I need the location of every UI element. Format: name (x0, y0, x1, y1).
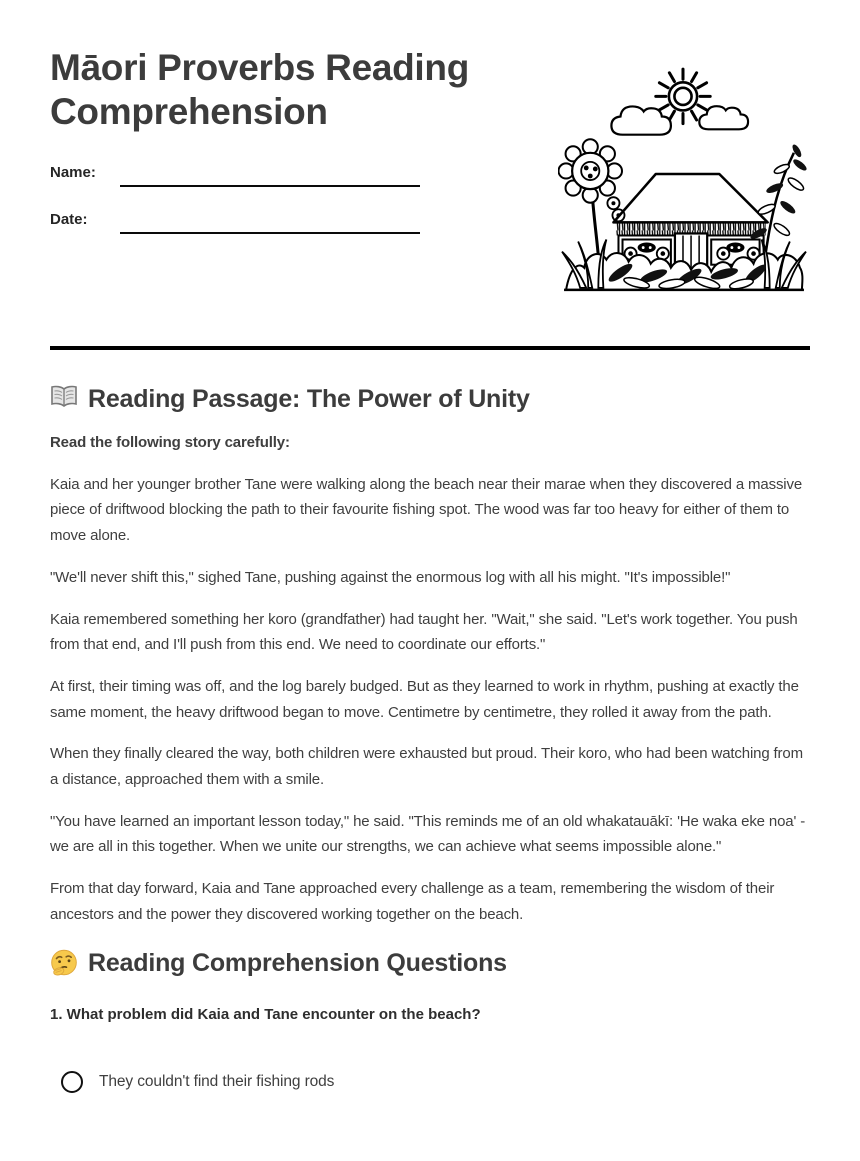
page-title: Māori Proverbs Reading Comprehension (50, 47, 470, 132)
name-blank-line[interactable] (120, 161, 420, 187)
passage-heading (50, 384, 810, 414)
date-blank-line[interactable] (120, 208, 420, 234)
marae-illustration (558, 60, 810, 292)
open-book-icon (50, 385, 78, 413)
wharenui-roof (613, 174, 767, 222)
radio-button[interactable] (61, 1071, 83, 1093)
questions-heading (50, 948, 810, 978)
passage-paragraph: "We'll never shift this," sighed Tane, pushing against the enormous log with all his might. "It's impossible!" (50, 568, 731, 586)
date-label: Date: (50, 211, 88, 228)
passage-paragraph: Kaia remembered something her koro (grandfather) had taught her. "Wait," she said. "Let's work together. You push from that end, and I'll push from this end. We need to coordinate our efforts." (50, 610, 798, 654)
flower (559, 139, 625, 255)
thinking-face-icon (50, 949, 78, 977)
passage-paragraph: Kaia and her younger brother Tane were walking along the beach near their marae when they discovered a massive piece of driftwood blocking the path to their favourite fishing spot. The wood was far too heavy for either of them to move alone. (50, 475, 803, 545)
question-1-text: 1. What problem did Kaia and Tane encounter on the beach? (50, 1005, 481, 1023)
passage-instruction: Read the following story carefully: (50, 434, 290, 451)
cloud-icon (611, 106, 670, 134)
passage-paragraph: When they finally cleared the way, both children were exhausted but proud. Their koro, who had been watching from a distance, approached them with a smile. (50, 745, 803, 789)
reading-passage-section (50, 384, 810, 928)
questions-heading-text: Reading Comprehension Questions (88, 948, 507, 977)
option-label: They couldn't find their fishing rods (99, 1072, 335, 1090)
passage-paragraph: From that day forward, Kaia and Tane approached every challenge as a team, remembering the wisdom of their ancestors and the power they discovered working together on the beach. (50, 880, 775, 923)
passage-paragraph: At first, their timing was off, and the log barely budged. But as they learned to work in rhythm, pushing at exactly the same moment, the heavy driftwood began to move. Centimetre by centimetre, they rolled it away from the path. (50, 677, 799, 721)
section-divider (50, 346, 810, 350)
fern-frond (749, 143, 808, 253)
name-label: Name: (50, 164, 96, 181)
questions-section (50, 948, 810, 1093)
question-1-option-1[interactable] (50, 1071, 810, 1093)
marae-line-art (558, 60, 810, 292)
passage-paragraph: "You have learned an important lesson today," he said. "This reminds me of an old whakatauākī: 'He waka eke noa' - we are all in this together. When we unite our strengths, we can achieve what seems impossible alone." (50, 812, 806, 856)
passage-heading-text: Reading Passage: The Power of Unity (88, 385, 530, 413)
